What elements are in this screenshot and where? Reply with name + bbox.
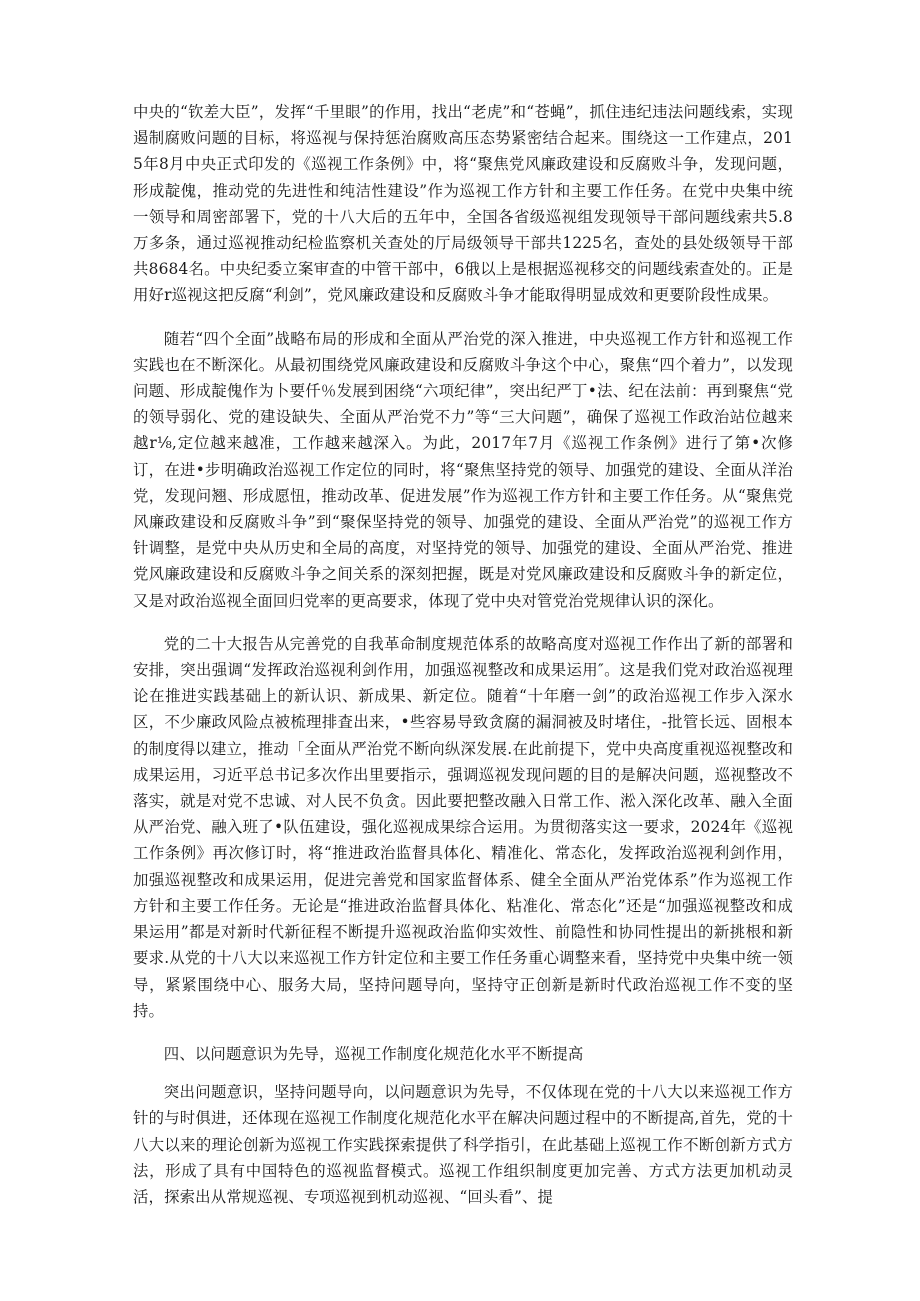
body-paragraph-3: 党的二十大报告从完善党的自我革命制度规范体系的故略高度对巡视工作作出了新的部署和安排，突出强调“发挥政治巡视利剑作用，加强巡视整改和成果运用″。这是我们党对政治巡视理论在推进实践基础上的新认识、新成果、新定位。随着“十年磨一剑”的政治巡视工作步入深水区，不少廉政风险点被梳理排査出来，•些容易导致贪腐的漏洞被及时堵住，-批管长远、固根本的制度得以建立，推动「全面从严治党不断向纵深发展.在此前提下，党中央高度重视巡视整改和成果运用，习近平总书记多次作出里要指示，强调巡视发现问题的目的是解决问题，巡视整改不落实，就是对党不忠诚、对人民不负贪。因此要把整改融入日常工作、淞入深化改革、融入全面从严治党、融入班了•队伍建设，强化巡视成果综合运用。为贯彻落实这一要求，2024年《巡视工作条例》再次修订时，将“推进政治监督具体化、精准化、常态化，发挥政治巡视利剑作用，加强巡视整改和成果运用，促进完善党和国家监督体系、健全全面从严治党体系”作为巡视工作方针和主要工作任务。无论是“推进政治监督具体化、粘准化、常态化”还是“加强巡视整改和成果运用”都是对新时代新征程不断提升巡视政治监仰实效性、前隐性和协同性提出的新挑根和新要求.从党的十八大以来巡视工作方针定位和主要工作任务重心调整来看，坚持党中央集中统一领导，紧紧围绕中心、服务大局，坚持问题导向，坚持守正创新是新时代政治巡视工作不变的坚持。 — [133, 634, 793, 1020]
section-heading: 四、以问题意识为先导，巡视工作制度化规范化水平不断提高 — [163, 1044, 584, 1063]
body-paragraph-1: 中央的“钦差大臣”，发挥“千里眼”的作用，找出“老虎”和“苍蝇”，抓住违纪违法问题线索，实现遏制腐败问题的目标，将巡视与保持惩治腐败高压态势紧密结合起来。围绕这一工作建点，2015年8月中央正式印发的《巡视工作条例》中，将“聚焦党风廉政建设和反腐败斗争，发现问题，形成靛傀，推动党的先进性和纯洁性建设”作为巡视工作方针和主要工作任务。在党中央集中统一领导和周密部署下，党的十八大后的五年中，全国各省级巡视组发现领导干部问题线索共5.8万多条，通过巡视推动纪检监察机关查处的厅局级领导干部共1225名，查处的县处级领导干部共8684名。中央纪委立案审查的中管干部中，6俄以上是根据巡视移交的问题线索查处的。正是用好r巡视这把反腐“利剑”，党风廉政建设和反腐败斗争才能取得明显成效和更要阶段性成果。 — [133, 103, 793, 305]
body-paragraph-4: 突出问题意识，坚持问题导向，以问题意识为先导，不仅体现在党的十八大以来巡视工作方针的与时俱进，还体现在巡视工作制度化规范化水平在解决问题过程中的不断提高,首先，党的十八大以来的理论创新为巡视工作实践探索提供了科学指引，在此基础上巡视工作不断创新方式方法，形成了具有中国特色的巡视监督模式。巡视工作组织制度更加完善、方式方法更加机动灵活，探索出从常规巡视、专项巡视到机动巡视、“回头看”、提 — [133, 1083, 793, 1206]
document-body — [133, 99, 793, 1227]
body-paragraph-2: 随若“四个全面”战略布局的形成和全面从严治党的深入推进，中央巡视工作方针和巡视工作实践也在不断深化。从最初围绕党风廉政建设和反腐败斗争这个中心，聚焦“四个着力”，以发现问题、形成靛傀作为卜要仟％发展到困绕“六项纪律”，突出纪严丁•法、纪在法前：再到聚焦“党的领导弱化、党的建设缺失、全面从严治党不力”等“三大问题”，确保了巡视工作政治站位越来越r⅛,定位越来越准，工作越来越深入。为此，2017年7月《巡视工作条例》进行了第•次修订，在进•步明确政治巡视工作定位的同时，将“聚焦坚持党的领导、加强党的建设、全面从洋治党，发现问翘、形成愿忸，推动改革、促进发展”作为巡视工作方针和主要工作任务。从“聚焦党风廉政建设和反腐败斗争”到“聚保坚持党的领导、加强党的建设、全面从严治党”的巡视工作方针调整，是党中央从历史和全局的高度，对坚持党的领导、加强党的建设、全面从严治党、推进党风廉政建设和反腐败斗争之间关系的深刻把握，既是对党风廉政建设和反腐败斗争的新定位，又是对政治巡视全面回归党率的更高要求，体现了党中央对管党治党规律认识的深化。 — [133, 329, 793, 610]
